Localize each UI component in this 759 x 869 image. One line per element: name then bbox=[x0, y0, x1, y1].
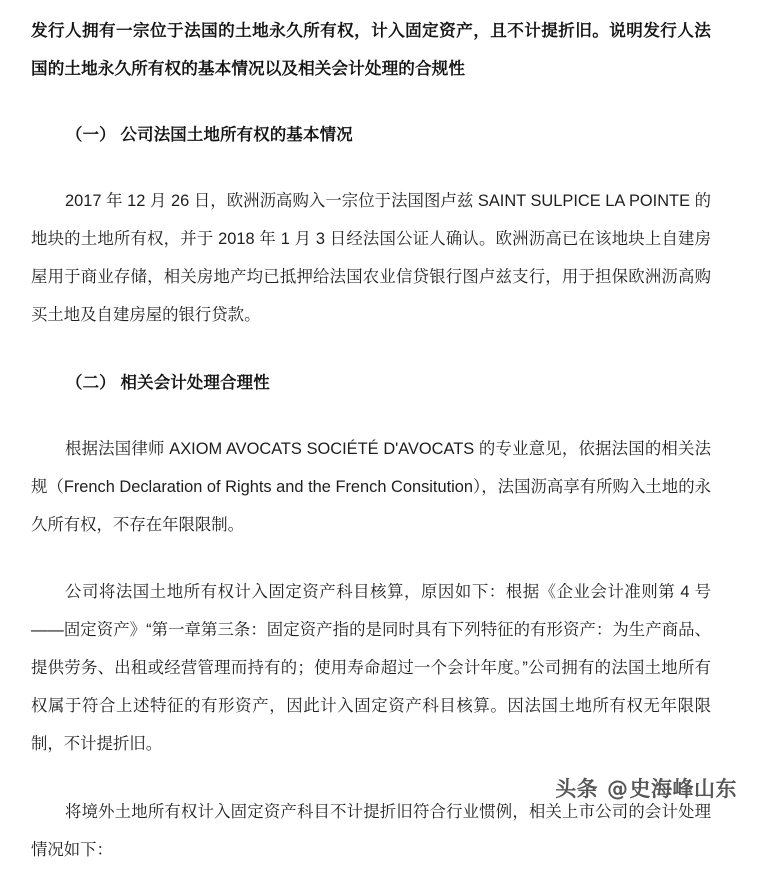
watermark-account: 史海峰山东 bbox=[629, 777, 737, 801]
document-title: 发行人拥有一宗位于法国的土地永久所有权，计入固定资产，且不计提折旧。说明发行人法国的土地永久所有权的基本情况以及相关会计处理的合规性 bbox=[31, 21, 711, 78]
watermark-platform: 头条 bbox=[555, 777, 599, 801]
spacer bbox=[31, 88, 711, 116]
watermark-at-symbol: @ bbox=[607, 777, 629, 801]
section-two-paragraph-1: 根据法国律师 AXIOM AVOCATS SOCIÉTÉ D'AVOCATS 的专业意见，依据法国的相关法规（French Declaration of Rights and the French Consitution），法国沥高享有所购入土地的永久所有权，不存在年限限制。 bbox=[31, 440, 711, 534]
section-heading-two: （二） 相关会计处理合理性 bbox=[66, 374, 270, 392]
document-content bbox=[31, 12, 711, 869]
section-one-paragraph-1: 2017 年 12 月 26 日，欧洲沥高购入一宗位于法国图卢兹 SAINT SULPICE LA POINTE 的地块的土地所有权，并于 2018 年 1 月 3 日经法国公证人确认。欧洲沥高已在该地块上自建房屋用于商业存储，相关房地产均已抵押给法国农业信贷银行图卢兹支行，用于担保欧洲沥高购买土地及自建房屋的银行贷款。 bbox=[31, 192, 711, 324]
section-two-paragraph-2: 公司将法国土地所有权计入固定资产科目核算，原因如下：根据《企业会计准则第 4 号——固定资产》“第一章第三条：固定资产指的是同时具有下列特征的有形资产：为生产商品、提供劳务、出租或经营管理而持有的；使用寿命超过一个会计年度。”公司拥有的法国土地所有权属于符合上述特征的有形资产，因此计入固定资产科目核算。因法国土地所有权无年限限制，不计提折旧。 bbox=[31, 583, 711, 753]
section-two-paragraph-3: 将境外土地所有权计入固定资产科目不计提折旧符合行业惯例，相关上市公司的会计处理情况如下： bbox=[31, 803, 711, 859]
spacer bbox=[31, 402, 711, 430]
spacer bbox=[31, 334, 711, 364]
spacer bbox=[31, 154, 711, 182]
section-heading-one: （一） 公司法国土地所有权的基本情况 bbox=[66, 126, 353, 144]
watermark bbox=[555, 773, 737, 803]
spacer bbox=[31, 544, 711, 573]
